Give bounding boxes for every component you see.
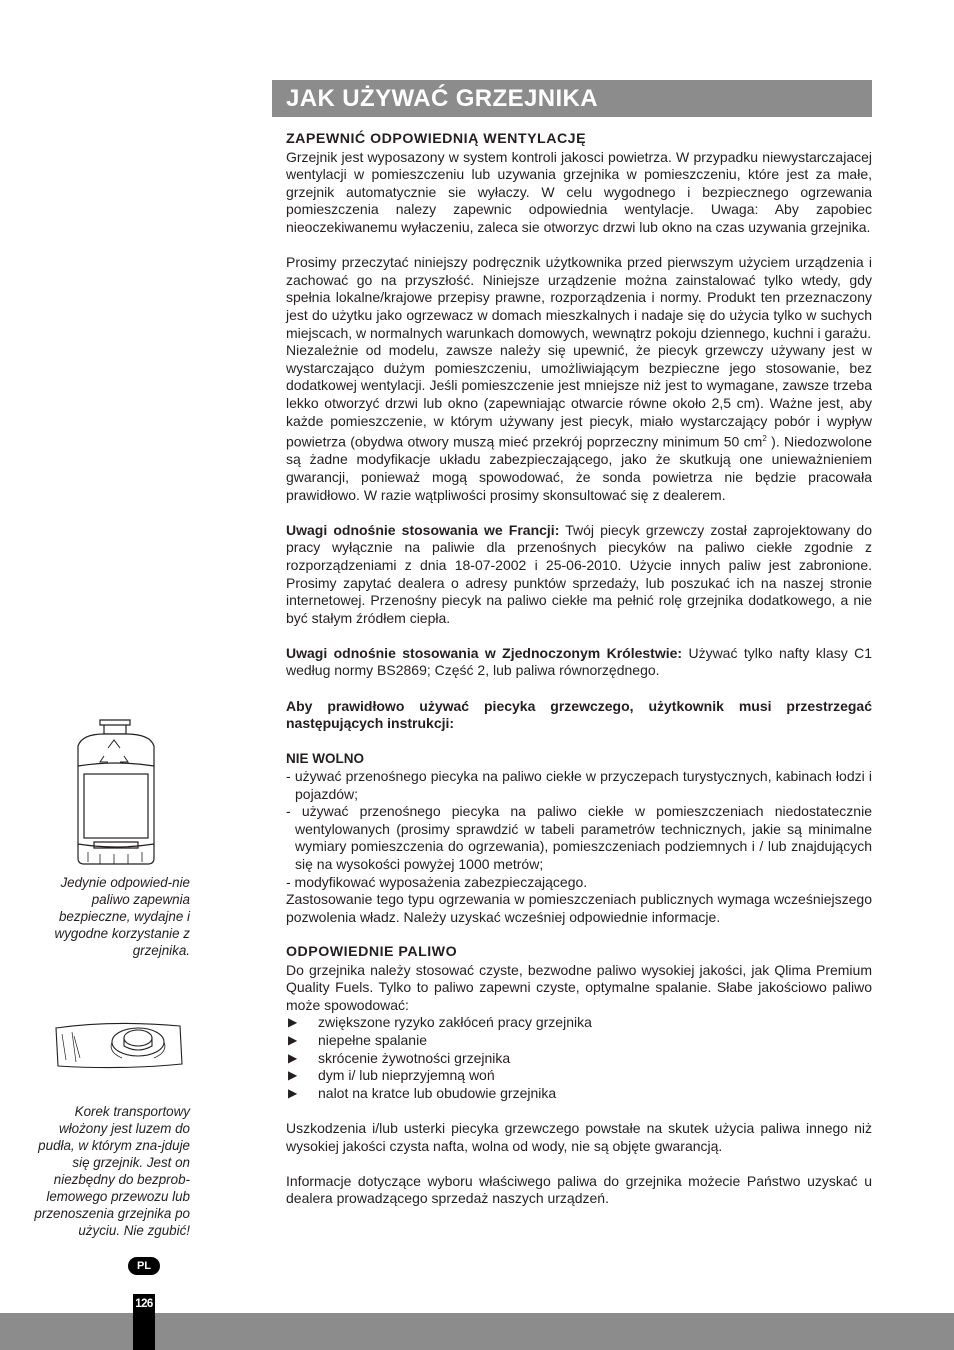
main-content xyxy=(286,131,872,1208)
superscript-2: 2 xyxy=(762,434,767,444)
uk-note-lead: Uwagi odnośnie stosowania w Zjednoczonym Królestwie: xyxy=(286,644,683,661)
forbidden-item: - używać przenośnego piecyka na paliwo ciekłe w pomieszczeniach niedostatecznie wentylowanych (prosimy sprawdzić w tabeli parametrów technicznych, jakie są minimalne wymiary pomieszczenia do ogrzewania), pomieszczeniach podziemnych i / lub znajdujących się na wysokości powyżej 1000 metrów; xyxy=(286,803,872,872)
bullet-arrow-icon: ▶ xyxy=(288,1032,298,1047)
uk-note-text: Używać tylko nafty klasy C1 według normy BS2869; Część 2, lub paliwa równorzędnego. xyxy=(286,644,873,679)
forbidden-item: - używać przenośnego piecyka na paliwo ciekłe w przyczepach turystycznych, kabinach łodzi i pojazdów; xyxy=(286,768,872,802)
warranty-note: Uszkodzenia i/lub usterki piecyka grzewczego powstałe na skutek użycia paliwa innego niż wysokiej jakości czysta nafta, wolna od wody, nie są objęte gwarancją. xyxy=(286,1119,872,1154)
public-use-note: Zastosowanie tego typu ogrzewania w pomieszczeniach publicznych wymaga wcześniejszego pozwolenia władz. Należy uzyskać wcześniej odpowiednie informacje. xyxy=(286,891,872,925)
fuel-canister-icon xyxy=(64,716,168,868)
list-item: ▶ dym i/ lub nieprzyjemną woń xyxy=(288,1067,495,1084)
bullet-arrow-icon: ▶ xyxy=(288,1085,298,1100)
ventilation-paragraph-3-end: ). Niedozwolone są żadne modyfikacje układu zabezpieczającego, jako że skutkują one unieważnieniem gwarancji, ponieważ mogą spowodować, że sonda powietrza nie będzie pracowała prawidłowo. W razie wątpliwości prosimy skonsultować się z dealerem. xyxy=(286,433,872,503)
forbidden-item: - modyfikować wyposażenia zabezpieczającego. xyxy=(286,873,588,890)
ventilation-paragraph-1: Grzejnik jest wyposazony w system kontroli jakosci powietrza. W przypadku niewystarczajacej wentylacji w pomieszczeniu lub uzywania grzejnika w pomieszczeniu, które jest za małe, grzejnik automatycznie sie wyłaczy. W celu wygodnego i bezpiecznego ogrzewania pomieszczenia nalezy zapewnic odpowiednia wentylacje. Uwaga: Aby zapobiec nieoczekiwanemu wyłaczeniu, zaleca sie otworzyc drzwi lub okno na czas uzywania grzejnika. xyxy=(286,148,872,235)
list-item: ▶ nalot na kratce lub obudowie grzejnika xyxy=(288,1084,557,1101)
ventilation-heading: ZAPEWNIĆ ODPOWIEDNIĄ WENTYLACJĘ xyxy=(286,131,587,147)
dealer-note: Informacje dotyczące wyboru właściwego paliwa do grzejnika możecie Państwo uzyskać u dealera prowadzącego sprzedaż naszych urządzeń. xyxy=(286,1172,872,1207)
bullet-arrow-icon: ▶ xyxy=(288,1068,298,1083)
uk-note xyxy=(286,645,872,680)
fuel-heading: ODPOWIEDNIE PALIWO xyxy=(286,943,458,960)
ventilation-paragraph-3-start: Niezależnie od modelu, zawsze należy się upewnić, że piecyk grzewczy używany jest w wystarczająco dużym pomieszczeniu, umożliwiającym bezpieczne jego stosowanie, bez dodatkowej wentylacji. Jeśli pomieszczenie jest mniejsze niż jest to wymagane, zawsze trzeba lekko otworzyć drzwi lub okno (zapewniając otwarcie równe około 2,5 cm). Ważne jest, aby każde pomieszczenie, w którym używany jest piecyk, miało wystarczający pobór i wypływ powietrza (obydwa otwory muszą mieć przekrój poprzeczny minimum 50 cm xyxy=(286,342,872,450)
bullet-arrow-icon: ▶ xyxy=(288,1015,298,1030)
page-title: JAK UŻYWAĆ GRZEJNIKA xyxy=(272,80,872,117)
list-item: ▶ zwiększone ryzyko zakłóceń pracy grzejnika xyxy=(288,1014,592,1031)
france-note-text: Twój piecyk grzewczy został zaprojektowany do pracy wyłącznie na paliwie dla przenośnych piecyków na paliwo ciekłe zgodnie z rozporządzeniami z dnia 18-07-2002 i 25-06-2010. Użycie innych paliw jest zabronione. Prosimy zapytać dealera o adresy punktów sprzedaży, lub poszukać ich na naszej stronie internetowej. Przenośny piecyk na paliwo ciekłe ma pełnić rolę grzejnika dodatkowego, a nie być stałym źródłem ciepła. xyxy=(286,521,872,626)
fuel-effects-list xyxy=(286,1014,872,1102)
france-note-lead: Uwagi odnośnie stosowania we Francji: xyxy=(286,521,560,538)
ventilation-paragraph-3 xyxy=(286,342,872,504)
france-note xyxy=(286,522,872,628)
forbidden-heading: NIE WOLNO xyxy=(286,751,364,767)
transport-cap-icon xyxy=(52,1018,186,1072)
language-badge: PL xyxy=(128,1257,160,1275)
bullet-arrow-icon: ▶ xyxy=(288,1050,298,1065)
fuel-intro: Do grzejnika należy stosować czyste, bezwodne paliwo wysokiej jakości, jak Qlima Premium Quality Fuels. Tylko to paliwo zapewni czyste, optymalne spalanie. Słabe jakościowo paliwo może spowodować: xyxy=(286,961,872,1013)
list-item: ▶ niepełne spalanie xyxy=(288,1031,427,1048)
transport-cap-caption: Korek transportowy włożony jest luzem do pudła, w którym zna-jduje się grzejnik. Jest on niezbędny do bezprob-lemowego przewozu lub przenoszenia grzejnika po użyciu. Nie zgubić! xyxy=(34,1104,190,1238)
page-number: 126 xyxy=(135,1298,153,1310)
list-item: ▶ skrócenie żywotności grzejnika xyxy=(288,1049,511,1066)
ventilation-paragraph-2: Prosimy przeczytać niniejszy podręcznik użytkownika przed pierwszym użyciem urządzenia i zachować go na przyszłość. Niniejsze urządzenie można zainstalować tylko wtedy, gdy spełnia lokalne/krajowe przepisy prawne, rozporządzenia i normy. Produkt ten przeznaczony jest do użytku jako ogrzewacz w domach mieszkalnych i nadaje się do użycia tylko w suchych miejscach, w normalnych warunkach domowych, wewnątrz pokoju dziennego, kuchni i garażu. xyxy=(286,254,872,341)
instructions-intro: Aby prawidłowo używać piecyka grzewczego, użytkownik musi przestrzegać następujących instrukcji: xyxy=(286,697,872,732)
fuel-caption: Jedynie odpowied-nie paliwo zapewnia bezpieczne, wydajne i wygodne korzystanie z grzejnika. xyxy=(54,875,190,958)
